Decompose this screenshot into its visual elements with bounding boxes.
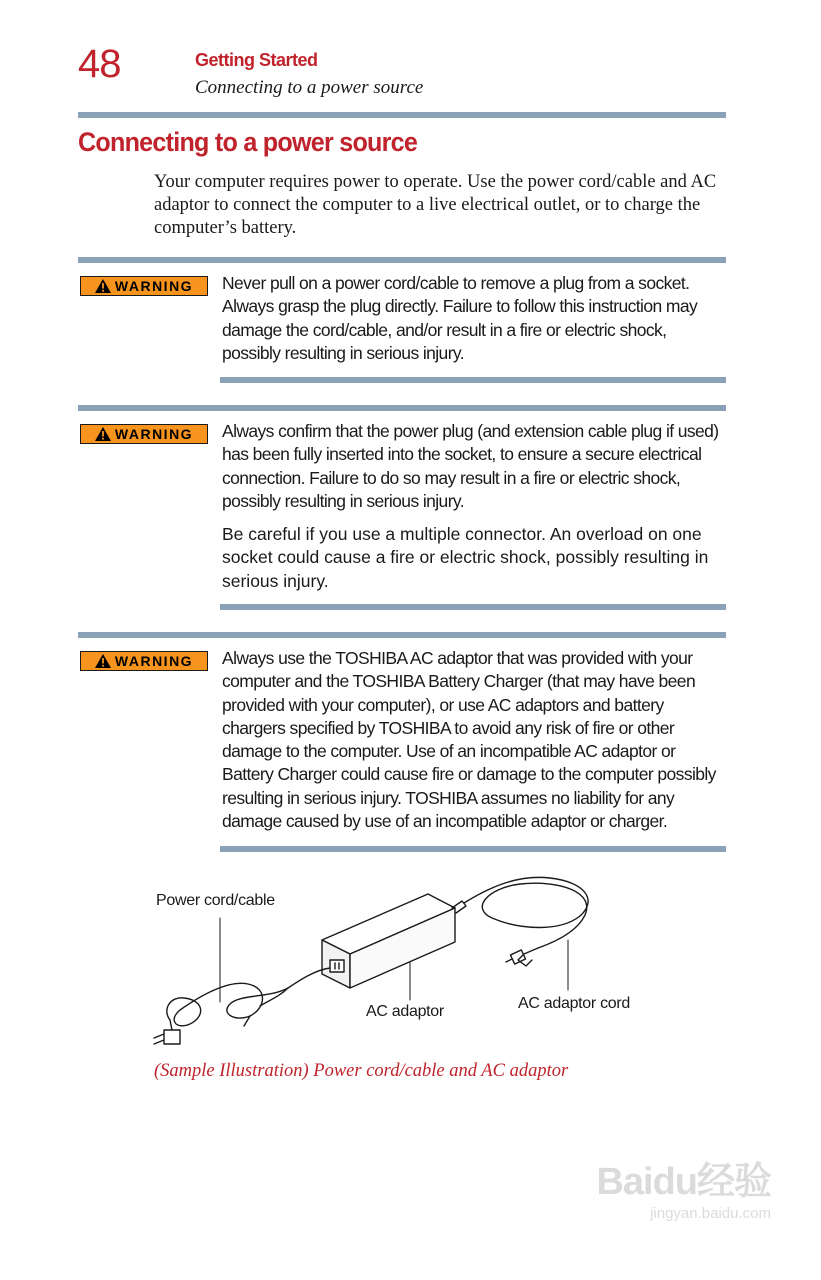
- watermark-brand: Baidu经验: [596, 1161, 771, 1203]
- warning-badge: [80, 424, 208, 444]
- warning-badge: [80, 276, 208, 296]
- warning-paragraph: Be careful if you use a multiple connector. An overload on one socket could cause a fire or electric shock, possibly resulting in serious injury.: [222, 524, 709, 591]
- ac-adaptor-brick: [322, 894, 466, 988]
- header-chapter: Getting Started: [195, 50, 318, 70]
- warning-text: [222, 272, 726, 375]
- warning-paragraph: Never pull on a power cord/cable to remove a plug from a socket. Always grasp the plug directly. Failure to follow this instruction may damage the cord/cable, and/or result in a fire or electric shock, possibly resulting in serious injury.: [222, 273, 698, 363]
- warning-badge: [80, 651, 208, 671]
- warning-paragraph: Always use the TOSHIBA AC adaptor that was provided with your computer and the TOSHIBA Battery Charger (that may have been provided with your computer), or use AC adaptors and battery chargers specified by TOSHIBA to avoid any risk of fire or other damage to the computer. Use of an incompatible AC adaptor or Battery Charger could cause fire or damage to the computer possibly resulting in serious injury. TOSHIBA assumes no liability for any damage caused by use of an incompatible adaptor or charger.: [222, 648, 716, 832]
- header-rule: [78, 112, 726, 118]
- warning-label: WARNING: [114, 426, 194, 442]
- warning-text: [222, 420, 726, 603]
- warning-top-rule: [78, 257, 726, 263]
- warning-bottom-rule: [220, 377, 726, 383]
- label-ac-adaptor-cord: AC adaptor cord: [518, 995, 631, 1012]
- watermark-url: jingyan.baidu.com: [650, 1205, 771, 1222]
- warning-triangle-icon: [95, 427, 111, 441]
- warning-label: WARNING: [114, 278, 194, 294]
- page-number: 48: [78, 42, 121, 86]
- header-section: Connecting to a power source: [195, 77, 424, 98]
- intro-paragraph: Your computer requires power to operate. Use the power cord/cable and AC adaptor to connect the computer to a live electrical outlet, or to charge the computer’s battery.: [154, 172, 717, 238]
- warning-label: WARNING: [114, 653, 194, 669]
- warning-bottom-rule: [220, 846, 726, 852]
- warning-paragraph: Always confirm that the power plug (and extension cable plug if used) has been fully inserted into the socket, to ensure a secure electrical connection. Failure to do so may result in a fire or electric shock, possibly resulting in serious injury.: [222, 421, 719, 511]
- label-power-cord: Power cord/cable: [156, 892, 275, 909]
- warning-bottom-rule: [220, 604, 726, 610]
- section-title: Connecting to a power source: [78, 127, 418, 157]
- label-ac-adaptor: AC adaptor: [366, 1003, 444, 1020]
- warning-top-rule: [78, 405, 726, 411]
- wall-plug: [154, 1030, 180, 1044]
- warning-top-rule: [78, 632, 726, 638]
- figure-caption: (Sample Illustration) Power cord/cable and AC adaptor: [154, 1061, 569, 1081]
- ac-adaptor-cord: [464, 877, 588, 948]
- warning-text: [222, 647, 726, 843]
- warning-triangle-icon: [95, 279, 111, 293]
- watermark: [596, 1150, 771, 1222]
- warning-triangle-icon: [95, 654, 111, 668]
- power-cord: [167, 968, 330, 1026]
